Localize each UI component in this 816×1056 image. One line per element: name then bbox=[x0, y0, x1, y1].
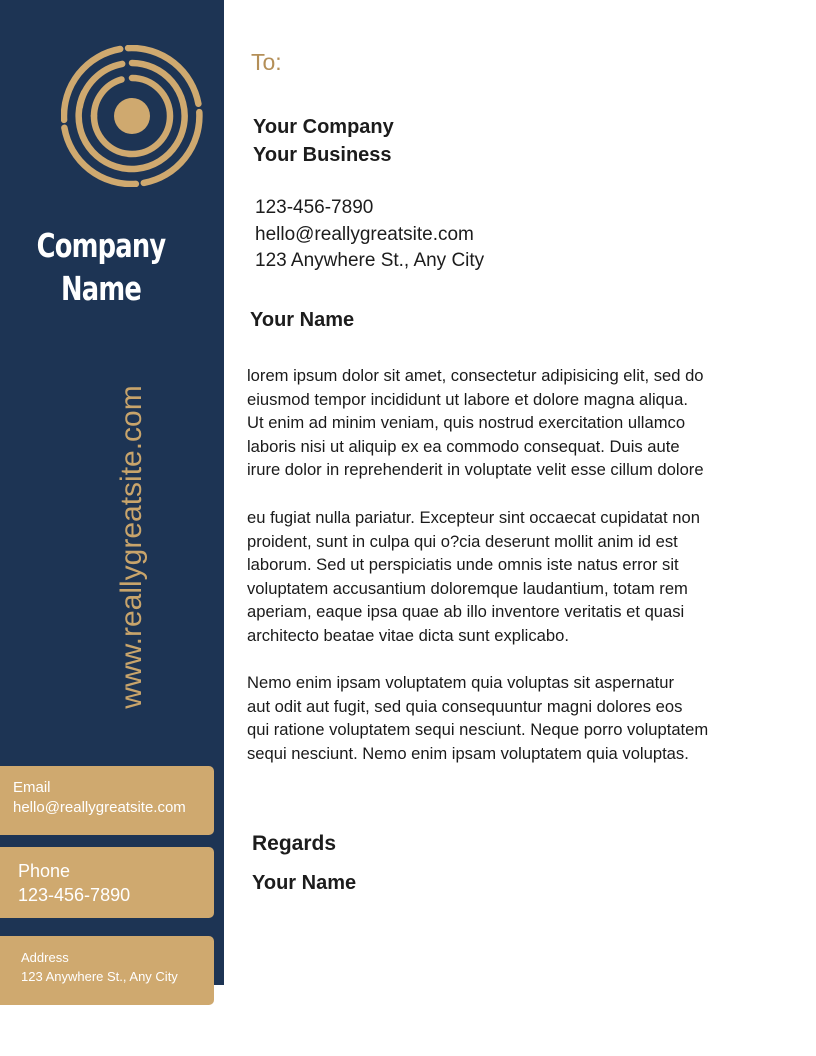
email-card bbox=[0, 766, 214, 835]
closing: Regards bbox=[252, 832, 337, 855]
website-vertical[interactable]: www.reallygreatsite.com bbox=[115, 385, 148, 709]
address-label: Address bbox=[21, 950, 69, 965]
recipient-business: Your Business bbox=[253, 144, 392, 166]
phone-label: Phone bbox=[18, 861, 71, 881]
body-paragraph: lorem ipsum dolor sit amet, consectetur adipisicing elit, sed do eiusmod tempor incididunt ut labore et dolore magna aliqua. Ut enim ad minim veniam, quis nostrud exercitation ullamco laboris nisi ut aliquip ex ea commodo consequat. Duis aute irure dolor in reprehenderit in voluptate velit esse cillum dolore bbox=[247, 366, 704, 480]
body-paragraph: Nemo enim ipsam voluptatem quia voluptas sit aspernatur aut odit aut fugit, sed quia consequuntur magni dolores eos qui ratione voluptatem sequi nesciunt. Neque porro voluptatem sequi nesciunt. Nemo enim ipsam voluptatem quia voluptas. bbox=[247, 673, 709, 763]
concentric-circles-logo-icon bbox=[61, 45, 203, 187]
recipient-company: Your Company bbox=[253, 116, 394, 138]
contact-address: 123 Anywhere St., Any City bbox=[255, 250, 485, 271]
email-value[interactable]: hello@reallygreatsite.com bbox=[13, 799, 186, 816]
phone-value[interactable]: 123-456-7890 bbox=[18, 885, 131, 905]
to-label: To: bbox=[251, 49, 282, 75]
contact-phone: 123-456-7890 bbox=[255, 197, 374, 218]
recipient-name: Your Name bbox=[250, 309, 355, 331]
signature-name: Your Name bbox=[252, 872, 357, 894]
body-paragraph: eu fugiat nulla pariatur. Excepteur sint occaecat cupidatat non proident, sunt in culpa qui o?cia deserunt mollit anim id est laborum. Sed ut perspiciatis unde omnis iste natus error sit voluptatem accusantium doloremque laudantium, totam rem aperiam, eaque ipsa quae ab illo inventore veritatis et quasi architecto beatae vitae dicta sunt explicabo. bbox=[247, 508, 700, 645]
email-label: Email bbox=[13, 779, 51, 796]
address-value: 123 Anywhere St., Any City bbox=[21, 969, 178, 984]
phone-card bbox=[0, 847, 214, 918]
sidebar bbox=[0, 0, 224, 985]
contact-email[interactable]: hello@reallygreatsite.com bbox=[255, 224, 474, 245]
company-name: Company Name bbox=[36, 226, 166, 308]
address-card bbox=[0, 936, 214, 1005]
